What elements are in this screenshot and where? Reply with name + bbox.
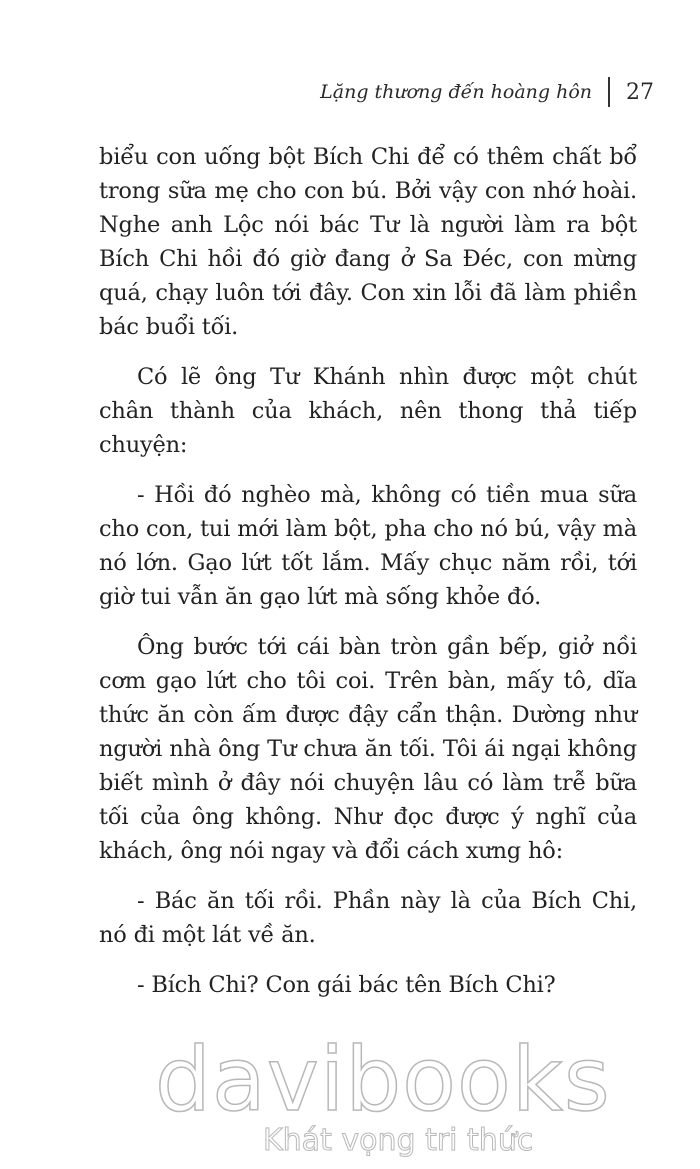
- page-number: 27: [626, 79, 654, 105]
- paragraph-5: - Bác ăn tối rồi. Phần này là của Bích Chi, nó đi một lát về ăn.: [99, 888, 637, 948]
- paragraph-6: - Bích Chi? Con gái bác tên Bích Chi?: [137, 972, 556, 998]
- body-text: [99, 140, 637, 1018]
- watermark-tagline: Khát vọng tri thức: [263, 1123, 534, 1158]
- page-header: [320, 72, 654, 112]
- paragraph-2: Có lẽ ông Tư Khánh nhìn được một chút chân thành của khách, nên thong thả tiếp chuyện:: [99, 364, 637, 458]
- paragraph-1: biểu con uống bột Bích Chi để có thêm chất bổ trong sữa mẹ cho con bú. Bởi vậy con nhớ hoài. Nghe anh Lộc nói bác Tư là người làm ra bột Bích Chi hồi đó giờ đang ở Sa Đéc, con mừng quá, chạy luôn tới đây. Con xin lỗi đã làm phiền bác buổi tối.: [99, 144, 637, 340]
- paragraph-4: Ông bước tới cái bàn tròn gần bếp, giở nồi cơm gạo lứt cho tôi coi. Trên bàn, mấy tô, dĩa thức ăn còn ấm được đậy cẩn thận. Dường như người nhà ông Tư chưa ăn tối. Tôi ái ngại không biết mình ở đây nói chuyện lâu có làm trễ bữa tối của ông không. Như đọc được ý nghĩ của khách, ông nói ngay và đổi cách xưng hô:: [99, 634, 637, 864]
- watermark-brand: davibooks: [155, 1028, 611, 1131]
- running-title: Lặng thương đến hoàng hôn: [320, 81, 592, 103]
- paragraph-3: - Hồi đó nghèo mà, không có tiền mua sữa cho con, tui mới làm bột, pha cho nó bú, vậy mà nó lớn. Gạo lứt tốt lắm. Mấy chục năm rồi, tới giờ tui vẫn ăn gạo lứt mà sống khỏe đó.: [99, 482, 637, 610]
